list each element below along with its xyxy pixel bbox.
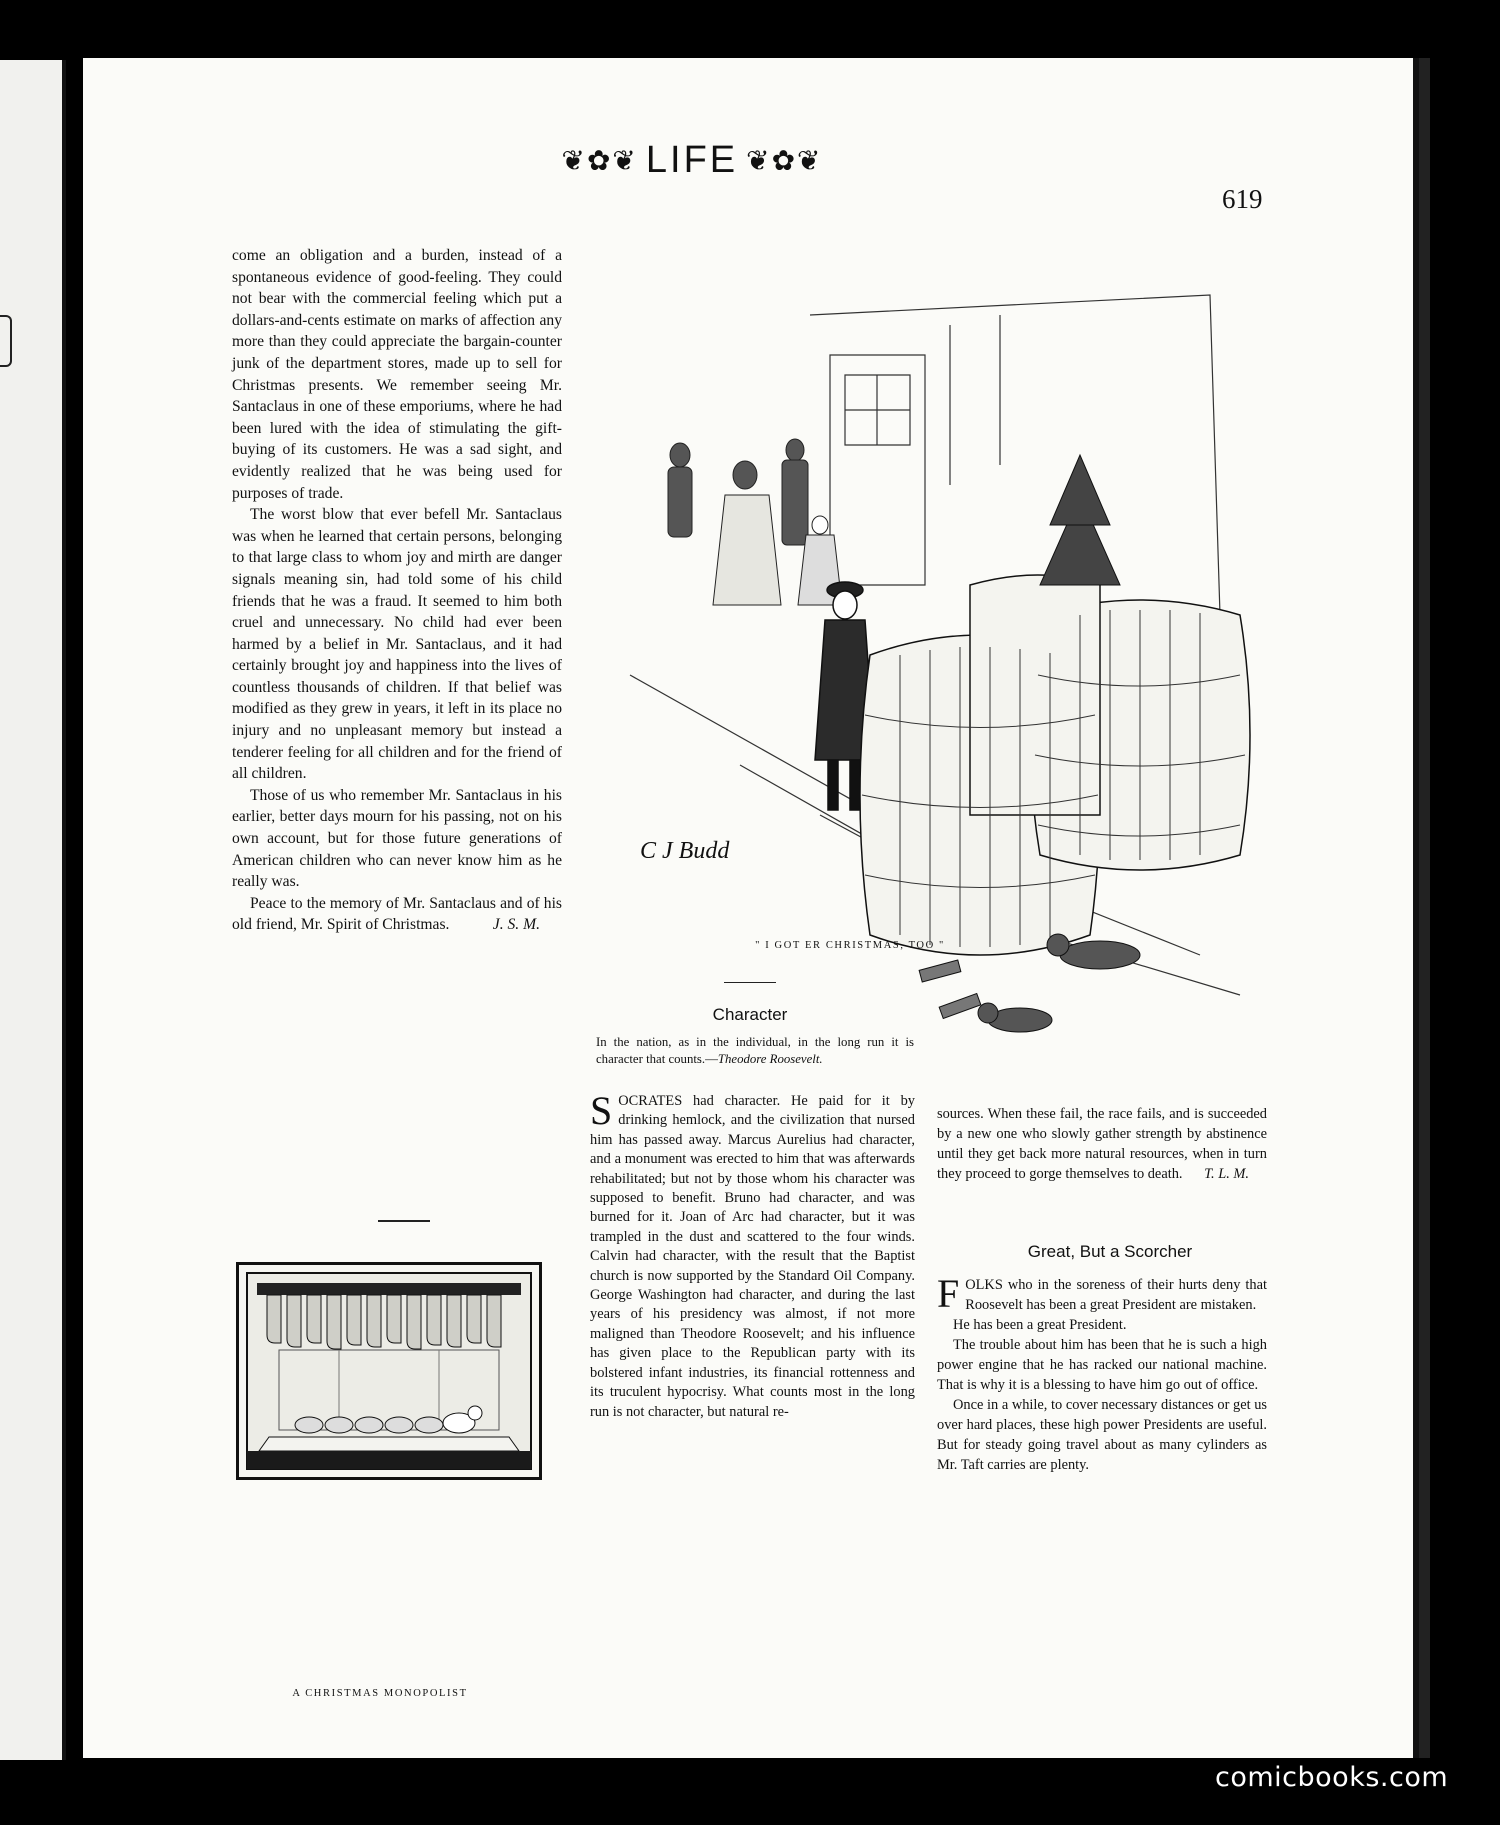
character-epigraph xyxy=(596,1034,914,1068)
scorcher-heading: Great, But a Scorcher xyxy=(1027,1242,1193,1261)
paragraph: The trouble about him has been that he is such a high power engine that he has racked our national machine. That is why it is a blessing to have him go out of office. xyxy=(937,1337,1267,1393)
artist-signature: C J Budd xyxy=(640,838,730,864)
paragraph: Those of us who remember Mr. Santaclaus in his earlier, better days mourn for his passing, not on his own account, but for those future generations of American children who can never know him as he really was. xyxy=(232,786,562,891)
magazine-title: LIFE xyxy=(645,138,739,181)
character-continued-text: sources. When these fail, the race fails, and is succeeded by a new one who slowly gather strength by abstinence until they get back more natural resources, when in turn they proceed to gorge themselves to death. xyxy=(937,1106,1267,1182)
ornament-right-icon: ❦✿❦ xyxy=(746,143,823,177)
section-divider xyxy=(378,1220,430,1222)
site-watermark: comicbooks.com xyxy=(1215,1762,1449,1793)
dropcap: F xyxy=(937,1271,960,1316)
author-initials: T. L. M. xyxy=(1204,1166,1249,1182)
small-illustration-caption: A CHRISTMAS MONOPOLIST xyxy=(292,1688,468,1699)
paragraph: come an obligation and a burden, instead of a spontaneous evidence of good-feeling. They could not bear with the commercial feeling which put a dollars-and-cents estimate on marks of affection any more than they could appreciate the bargain-counter junk of the department stores, made up to sell for Christmas presents. We remember seeing Mr. Santaclaus in one of these emporiums, where he had been lured with the idea of stimulating the gift-buying of its customers. He was a sad sight, and evidently realized that he was being used for purposes of trade. xyxy=(232,247,562,502)
fireplace-stockings-drawing xyxy=(239,1265,539,1477)
paragraph xyxy=(937,1104,1267,1184)
character-heading: Character xyxy=(712,1005,788,1024)
character-body: OCRATES had character. He paid for it by drinking hemlock, and the civilization that nursed him has passed away. Marcus Aurelius had character, and a monument was erected to him that was afterwards rehabilitated; but not by those whom his character was supposed to benefit. Bruno had character, and was burned for it. Joan of Arc had character, but it was trampled in the dust and scattered to the four winds. Calvin had character, with the result that the Baptist church is now supported by the Standard Oil Company. George Washington had character, and during the last years of his presidency was almost, if not more maligned than Theodore Roosevelt; and his influence has given place to the Republican party with its bolstered infant industries, its financial rottenness and its truculent hypocrisy. What counts most in the long run is not character, but natural re- xyxy=(590,1093,915,1420)
christmas-barrels-illustration xyxy=(620,255,1340,1045)
page-edge-shadow xyxy=(1418,58,1430,1758)
paragraph xyxy=(937,1271,1267,1316)
scorcher-article xyxy=(937,1271,1267,1475)
epigraph-quote: In the nation, as in the individual, in the long run it is character that counts.— xyxy=(596,1035,914,1066)
binding-mark xyxy=(0,315,12,367)
epigraph-citation: Theodore Roosevelt. xyxy=(717,1052,823,1066)
main-illustration-caption: " I GOT ER CHRISTMAS, TOO " xyxy=(755,940,945,951)
paragraph: He has been a great President. xyxy=(953,1317,1127,1333)
author-initials: J. S. M. xyxy=(492,916,540,934)
dropcap: S xyxy=(590,1088,613,1133)
paragraph xyxy=(590,1088,915,1422)
paragraph xyxy=(232,893,562,936)
caption-divider xyxy=(724,982,776,983)
christmas-monopolist-illustration xyxy=(236,1262,542,1480)
closing-line: Peace to the memory of Mr. Santaclaus and of his old friend, Mr. Spirit of Christmas. xyxy=(232,894,562,934)
previous-page-edge xyxy=(0,60,66,1760)
masthead xyxy=(512,125,872,195)
scorcher-first-paragraph: OLKS who in the soreness of their hurts deny that Roosevelt has been a great President are mistaken. xyxy=(965,1277,1267,1313)
child-and-barrels-drawing xyxy=(620,255,1340,1045)
ornament-left-icon: ❦✿❦ xyxy=(561,143,638,177)
character-article-continued xyxy=(937,1104,1267,1184)
left-column-article xyxy=(232,245,562,936)
paragraph: The worst blow that ever befell Mr. Santaclaus was when he learned that certain persons, belonging to that large class to whom joy and mirth are danger signals meaning sin, had told some of his child friends that he was a fraud. It seemed to him both cruel and unnecessary. No child had ever been harmed by a belief in Mr. Santaclaus, and it had certainly brought joy and happiness into the lives of countless thousands of children. If that belief was modified as they grew in years, it left in its place no injury and no unpleasant memory but instead a tenderer feeling for all children and for the friend of all children. xyxy=(232,506,562,783)
character-article xyxy=(590,1088,915,1422)
paragraph: Once in a while, to cover necessary distances or get us over hard places, these high power Presidents are useful. But for steady going travel about as many cylinders as Mr. Taft carries are plenty. xyxy=(937,1397,1267,1473)
page-number: 619 xyxy=(1222,184,1263,214)
